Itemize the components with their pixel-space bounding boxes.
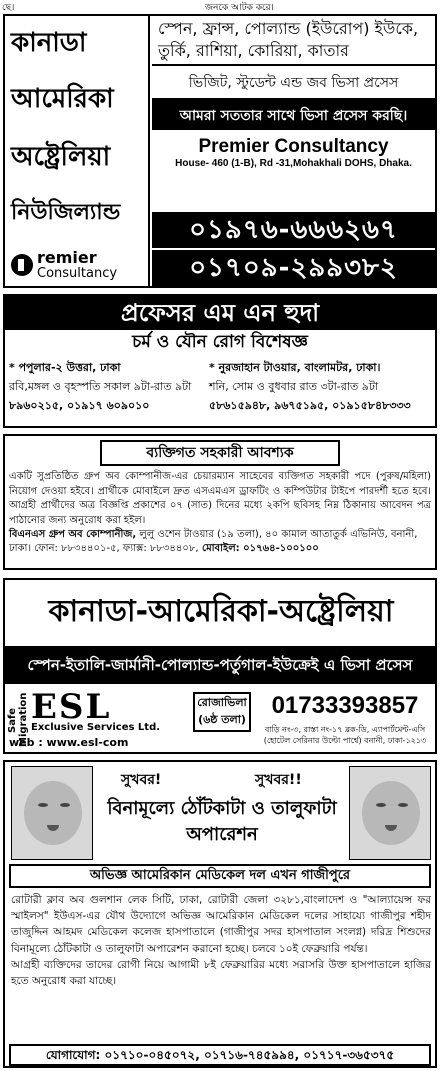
country-australia: অষ্ট্রেলিয়া [11,142,111,172]
clinic-2-hours: শনি, সোম ও বুধবার রাত ৩টা-রাত ৯টা [209,380,379,393]
doctor-name: প্রফেসর এম এন হুদা [5,296,435,330]
esl-headline: কানাডা-আমেরিকা-অষ্ট্রেলিয়া [48,594,394,629]
premier-consultancy-ad [3,14,437,288]
esl-visa-type [193,692,251,732]
phone-1: ০১৯৭৬-৬৬৬২৬৭ [152,212,435,248]
good-news-left: সুখবর! [121,772,162,788]
job-body: একটি সুপ্রতিষ্ঠিত গ্রুপ অব কোম্পানীজ-এর চেয়ারম্যান সাহেবের ব্যক্তিগত সহকারী পদে (পুরুষ/মহিলা) নিয়োগ দেওয়া হইবে। প্রার্থীকে মোবাইলে দ্রুত এসএমএস ড্রাফটিং ও কম্পিউটার টাইপে পারদর্শী হতে হবে। আগ্রহী প্রার্থীদের অত্র বিজ্ঞপ্তি প্রকাশের ০৭ (সাত) দিনের মধ্যে ২কপি ছবিসহ নিম্ন ঠিকানায় আবেদন পত্র পাঠানোর জন্য অনুরোধ করা হইল। [9,471,431,526]
job-ad [3,434,437,570]
countries-right: স্পেন, ফ্রান্স, পোল্যান্ড (ইউরোপ) ইউকে, তুর্কি, রাশিয়া, কোরিয়া, কাতার [152,16,435,66]
baby-eye [60,803,70,807]
job-mobile: মোবাইল: ০১৭৬৪-১০০১০০ [198,543,319,554]
baby-face-left [24,781,82,845]
countries-column [5,16,150,286]
visa-types: ভিজিট, স্টুডেন্ট এন্ড জব ভিসা প্রসেস [188,75,399,91]
baby-photo-left [11,766,93,860]
cleft-surgery-ad [3,760,437,1068]
premier-logo [11,248,141,284]
cleft-team: অভিজ্ঞ আমেরিকান মেডিকেল দল এখন গাজীপুরে [9,864,431,888]
esl-company: Exclusive Services Ltd. [31,722,161,733]
esl-ad [3,578,437,754]
premier-p-icon [11,254,33,276]
safe-migration-label: Safe Migration [7,692,29,748]
baby-eye [398,803,408,807]
cut-text-left: ছে। [2,3,15,13]
cut-text-center: জনকে আটক করে। [205,3,274,13]
esl-logo-block [31,687,191,733]
clinic-popular [9,358,219,415]
esl-footer [5,687,435,752]
job-address: লুলু ওশেন টাওয়ার (১৯ তলা), ৪০ কামাল আতাতুর্ক এভিনিউ, বনানী, ঢাকা। ফোন: ৮৮৩৪৪০১-৫, ফ্যাক্স: ৮৮৩৪৪০৮, [9,529,418,554]
esl-logo: ESL [31,687,112,727]
baby-eye [38,803,48,807]
logo-text-2: Consultancy [37,266,118,281]
job-header: ব্যক্তিগত সহকারী আবশ্যক [100,440,340,466]
baby-photo-right [349,766,431,860]
clinic-1-phones: ৮৯৬০২১৫, ০১৯১৭ ৬০৯০১০ [9,399,150,412]
job-company: বিএনএস গ্রুপ অব কোম্পানীজ, [9,529,137,540]
baby-eye [376,803,386,807]
floor-label: (৬ষ্ঠ তলা) [198,713,246,726]
top-cut-text [0,0,441,12]
company-block [152,134,435,208]
visa-type-label: রোজাভিলা [197,696,247,709]
cleft-body-secondary: আগ্রহী ব্যক্তিদের তাদের রোগী নিয়ে আগামী ৮ই ফেব্রুয়ারির মধ্যে সরাসরি উক্ত হাসপাতালে হাজির হতে অনুরোধ করা যাচ্ছে। [11,958,431,988]
country-canada: কানাডা [11,28,87,58]
cleft-headline: বিনামূল্যে ঠোঁটকাটা ও তালুফাটা অপারেশন [107,798,337,845]
cleft-body [11,892,431,989]
good-news-right: সুখবর!! [255,772,302,788]
esl-address: বাড়ি নং-৩, রাস্তা নং-১৭ ব্লক-ডি, এ্যাপার্টমেন্ট-এসি (হোটেল সেরিনার উল্টো পার্শ্বে) বনানী, ঢাকা-১২১৩ [263,725,427,745]
company-address: House- 460 (1-B), Rd -31,Mohakhali DOHS, Dhaka. [175,158,412,169]
clinic-1-hours: রবি,মঙ্গল ও বৃহস্পতি সকাল ৯টা-রাত ৯টা [9,380,192,393]
esl-phone: 01733393857 [271,692,419,719]
cleft-body-main: রোটারী ক্লাব অব গুলশান লেক সিটি, ঢাকা, রোটারী জেলা ৩২৮১,বাংলাদেশ ও "আল্যায়েন্স ফর স্মাইলস" ইউএস-এর যৌথ উদ্যোগে অভিজ্ঞ আমেরিকান মেডিকেল দলের সাহায্যে গাজীপুর শহীদ তাজুদ্দিন আহমদ মেডিকেল কলেজ হাসপাতালে (গাজীপুর সদর হাসপাতাল সংলগ্ন) দরিদ্র শিশুদের বিনামূল্যে ঠোঁটকাটা ও তালুফাটা অপারেশন করানো হচ্ছে। চলবে ১০ই ফেব্রুয়ারি পর্যন্ত। [11,894,431,955]
country-newzealand: নিউজিল্যান্ড [11,200,121,225]
clinic-1-name: * পপুলার-২ উত্তরা, ঢাকা [9,361,121,374]
clinic-2-phones: ৫৮৬১৫৯৪৮, ৯৬৭৫১৯৫, ০১৯১৫৮৪৮৩৩৩ [209,399,411,412]
esl-countries: স্পেন-ইতালি-জার্মানী-পোল্যান্ড-পর্তুগাল-ইউক্রেই এ ভিসা প্রসেস [5,646,435,684]
company-name: Premier Consultancy [198,136,389,157]
job-contact [9,528,431,556]
phone-2: ০১৭০৯-২৯৯৩৮২ [152,250,435,286]
baby-face-right [362,781,420,845]
tagline: আমরা সততার সাথে ভিসা প্রসেস করছি। [152,98,435,130]
esl-web: web : www.esl-com [9,736,129,749]
clinic-nurjahan [209,358,419,415]
premier-details [152,16,435,286]
doctor-specialty: চর্ম ও যৌন রোগ বিশেষজ্ঞ [132,332,308,352]
doctor-ad [3,294,437,428]
cleft-contact: যোগাযোগ: ০১৭১০-০৪৫০৭২, ০১৭১৬-৭৪৫৯৯৪, ০১৭১৭-৩৬৫৩৭৫ [9,1044,431,1066]
country-america: আমেরিকা [11,84,114,114]
clinic-2-name: * নুরজাহান টাওয়ার, বাংলামটর, ঢাকা। [209,361,381,374]
logo-text-1: remier [37,248,97,267]
